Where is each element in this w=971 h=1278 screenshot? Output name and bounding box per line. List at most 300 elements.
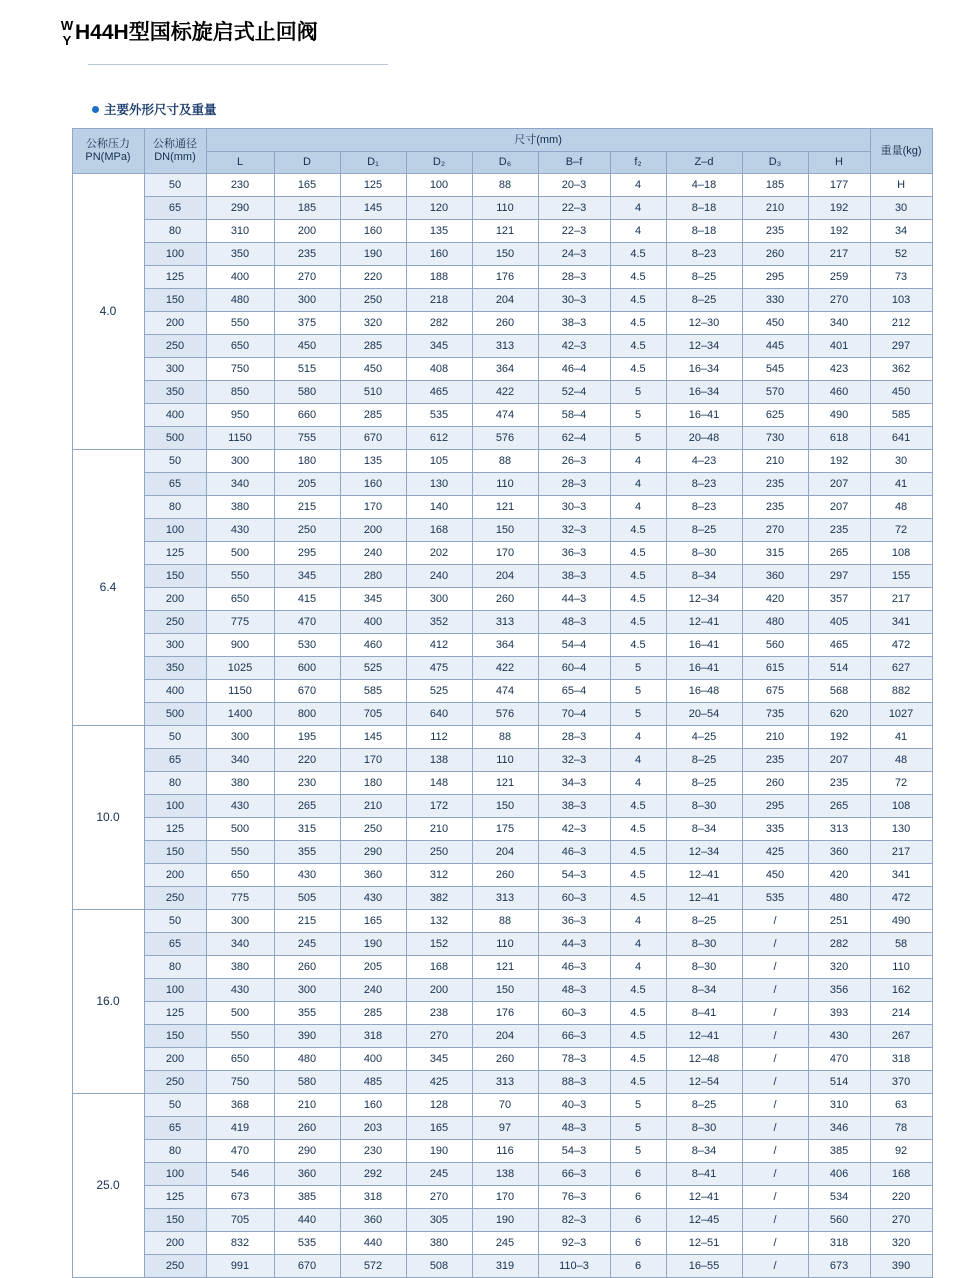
cell-H: 310 — [808, 1094, 870, 1117]
cell-D2: 112 — [406, 726, 472, 749]
cell-D3: 570 — [742, 381, 808, 404]
cell-D6: 176 — [472, 1002, 538, 1025]
cell-Zd: 12–51 — [666, 1232, 742, 1255]
cell-D6: 88 — [472, 726, 538, 749]
cell-dn: 100 — [144, 519, 206, 542]
page-title: H型国标旋启式止回阀 — [113, 21, 318, 44]
table-row — [72, 312, 932, 335]
cell-D3: / — [742, 1163, 808, 1186]
cell-D: 215 — [274, 496, 340, 519]
cell-weight: 110 — [870, 956, 932, 979]
cell-weight: 108 — [870, 795, 932, 818]
cell-dn: 65 — [144, 1117, 206, 1140]
cell-Bf: 20–3 — [538, 174, 610, 197]
cell-Zd: 4–23 — [666, 450, 742, 473]
cell-D2: 148 — [406, 772, 472, 795]
table-row — [72, 1002, 932, 1025]
cell-D1: 190 — [340, 243, 406, 266]
cell-D6: 474 — [472, 680, 538, 703]
cell-dn: 400 — [144, 404, 206, 427]
cell-dn: 200 — [144, 312, 206, 335]
cell-f2: 6 — [610, 1163, 666, 1186]
cell-D1: 318 — [340, 1025, 406, 1048]
table-row — [72, 1117, 932, 1140]
cell-D: 355 — [274, 1002, 340, 1025]
cell-D3: / — [742, 1255, 808, 1278]
cell-Bf: 40–3 — [538, 1094, 610, 1117]
cell-dn: 100 — [144, 243, 206, 266]
cell-Zd: 8–25 — [666, 1094, 742, 1117]
header-sub-D1: D₁ — [340, 152, 406, 174]
cell-Zd: 8–41 — [666, 1163, 742, 1186]
cell-Bf: 36–3 — [538, 542, 610, 565]
cell-H: 207 — [808, 473, 870, 496]
cell-Bf: 88–3 — [538, 1071, 610, 1094]
cell-D: 800 — [274, 703, 340, 726]
cell-f2: 4 — [610, 956, 666, 979]
cell-weight: 92 — [870, 1140, 932, 1163]
cell-D6: 97 — [472, 1117, 538, 1140]
cell-f2: 4 — [610, 496, 666, 519]
cell-D2: 135 — [406, 220, 472, 243]
cell-Bf: 60–3 — [538, 887, 610, 910]
cell-Bf: 28–3 — [538, 473, 610, 496]
cell-Bf: 28–3 — [538, 266, 610, 289]
cell-D1: 670 — [340, 427, 406, 450]
cell-D1: 705 — [340, 703, 406, 726]
cell-weight: 390 — [870, 1255, 932, 1278]
header-sub-D: D — [274, 152, 340, 174]
cell-H: 357 — [808, 588, 870, 611]
table-row — [72, 841, 932, 864]
cell-weight: 341 — [870, 864, 932, 887]
cell-H: 356 — [808, 979, 870, 1002]
table-row — [72, 910, 932, 933]
header-dimensions-group: 尺寸(mm) — [206, 129, 870, 152]
cell-weight: 585 — [870, 404, 932, 427]
cell-D2: 250 — [406, 841, 472, 864]
cell-D2: 200 — [406, 979, 472, 1002]
cell-D2: 202 — [406, 542, 472, 565]
cell-D2: 465 — [406, 381, 472, 404]
bullet-icon — [92, 106, 99, 113]
cell-L: 500 — [206, 542, 274, 565]
cell-D6: 204 — [472, 1025, 538, 1048]
cell-D1: 285 — [340, 1002, 406, 1025]
cell-D2: 352 — [406, 611, 472, 634]
cell-D6: 176 — [472, 266, 538, 289]
cell-Zd: 8–25 — [666, 910, 742, 933]
cell-Zd: 16–41 — [666, 404, 742, 427]
cell-L: 340 — [206, 749, 274, 772]
cell-D: 535 — [274, 1232, 340, 1255]
cell-weight: 73 — [870, 266, 932, 289]
cell-f2: 4.5 — [610, 519, 666, 542]
header-sub-D2: D₂ — [406, 152, 472, 174]
cell-D: 470 — [274, 611, 340, 634]
table-row — [72, 1255, 932, 1278]
cell-H: 192 — [808, 726, 870, 749]
cell-D2: 382 — [406, 887, 472, 910]
cell-D: 215 — [274, 910, 340, 933]
cell-Bf: 30–3 — [538, 289, 610, 312]
cell-Zd: 8–34 — [666, 1140, 742, 1163]
cell-Zd: 8–23 — [666, 243, 742, 266]
cell-D: 245 — [274, 933, 340, 956]
cell-D: 505 — [274, 887, 340, 910]
cell-D1: 285 — [340, 335, 406, 358]
cell-f2: 4.5 — [610, 542, 666, 565]
cell-H: 560 — [808, 1209, 870, 1232]
cell-Zd: 12–30 — [666, 312, 742, 335]
cell-D: 580 — [274, 1071, 340, 1094]
cell-H: 534 — [808, 1186, 870, 1209]
cell-H: 177 — [808, 174, 870, 197]
cell-weight: 1027 — [870, 703, 932, 726]
cell-H: 465 — [808, 634, 870, 657]
cell-L: 950 — [206, 404, 274, 427]
table-row — [72, 1025, 932, 1048]
cell-D: 450 — [274, 335, 340, 358]
cell-Bf: 22–3 — [538, 197, 610, 220]
cell-Zd: 20–54 — [666, 703, 742, 726]
cell-D6: 88 — [472, 910, 538, 933]
cell-Zd: 20–48 — [666, 427, 742, 450]
cell-D: 480 — [274, 1048, 340, 1071]
wy-bottom-letter: Y — [62, 33, 72, 48]
cell-D3: 270 — [742, 519, 808, 542]
cell-f2: 6 — [610, 1232, 666, 1255]
cell-Zd: 12–34 — [666, 841, 742, 864]
cell-D3: 235 — [742, 220, 808, 243]
cell-D1: 203 — [340, 1117, 406, 1140]
cell-D3: 535 — [742, 887, 808, 910]
cell-D6: 88 — [472, 450, 538, 473]
cell-H: 207 — [808, 749, 870, 772]
cell-D1: 220 — [340, 266, 406, 289]
cell-D2: 282 — [406, 312, 472, 335]
table-row — [72, 1140, 932, 1163]
cell-H: 514 — [808, 657, 870, 680]
cell-L: 500 — [206, 1002, 274, 1025]
cell-D2: 168 — [406, 956, 472, 979]
cell-D: 390 — [274, 1025, 340, 1048]
cell-f2: 4.5 — [610, 565, 666, 588]
cell-D: 205 — [274, 473, 340, 496]
table-row — [72, 979, 932, 1002]
cell-weight: 48 — [870, 749, 932, 772]
cell-weight: 30 — [870, 450, 932, 473]
cell-Bf: 78–3 — [538, 1048, 610, 1071]
cell-L: 1150 — [206, 680, 274, 703]
cell-D2: 152 — [406, 933, 472, 956]
cell-D: 755 — [274, 427, 340, 450]
cell-L: 775 — [206, 611, 274, 634]
cell-D6: 313 — [472, 611, 538, 634]
cell-H: 259 — [808, 266, 870, 289]
cell-weight: 370 — [870, 1071, 932, 1094]
cell-D2: 165 — [406, 1117, 472, 1140]
cell-Zd: 8–25 — [666, 519, 742, 542]
cell-D2: 132 — [406, 910, 472, 933]
cell-f2: 4 — [610, 473, 666, 496]
spec-table-wrapper — [72, 128, 922, 1278]
table-row — [72, 634, 932, 657]
cell-D2: 508 — [406, 1255, 472, 1278]
cell-L: 419 — [206, 1117, 274, 1140]
wy-top-letter: W — [60, 18, 74, 33]
cell-weight: 320 — [870, 1232, 932, 1255]
cell-Zd: 16–34 — [666, 358, 742, 381]
cell-weight: 212 — [870, 312, 932, 335]
cell-D3: 480 — [742, 611, 808, 634]
cell-Zd: 16–48 — [666, 680, 742, 703]
cell-H: 406 — [808, 1163, 870, 1186]
cell-pn: 25.0 — [72, 1094, 144, 1278]
cell-D6: 260 — [472, 864, 538, 887]
cell-weight: 270 — [870, 1209, 932, 1232]
cell-D6: 260 — [472, 312, 538, 335]
cell-L: 550 — [206, 1025, 274, 1048]
cell-D2: 412 — [406, 634, 472, 657]
cell-H: 423 — [808, 358, 870, 381]
cell-dn: 65 — [144, 197, 206, 220]
cell-D6: 576 — [472, 427, 538, 450]
cell-H: 460 — [808, 381, 870, 404]
cell-D1: 400 — [340, 1048, 406, 1071]
cell-Bf: 22–3 — [538, 220, 610, 243]
table-row — [72, 772, 932, 795]
cell-f2: 4.5 — [610, 1048, 666, 1071]
cell-L: 300 — [206, 726, 274, 749]
cell-D3: 260 — [742, 243, 808, 266]
cell-Bf: 52–4 — [538, 381, 610, 404]
table-row — [72, 565, 932, 588]
cell-D6: 110 — [472, 749, 538, 772]
cell-D1: 318 — [340, 1186, 406, 1209]
cell-D2: 218 — [406, 289, 472, 312]
cell-f2: 4.5 — [610, 266, 666, 289]
cell-D6: 150 — [472, 795, 538, 818]
cell-weight: 41 — [870, 726, 932, 749]
cell-D1: 170 — [340, 496, 406, 519]
cell-H: 470 — [808, 1048, 870, 1071]
cell-weight: 472 — [870, 887, 932, 910]
cell-weight: 882 — [870, 680, 932, 703]
cell-D: 295 — [274, 542, 340, 565]
cell-dn: 400 — [144, 680, 206, 703]
cell-D2: 270 — [406, 1186, 472, 1209]
cell-dn: 100 — [144, 979, 206, 1002]
cell-D2: 300 — [406, 588, 472, 611]
cell-weight: 641 — [870, 427, 932, 450]
title-row — [60, 18, 971, 48]
cell-dn: 80 — [144, 956, 206, 979]
table-row — [72, 1094, 932, 1117]
cell-D3: 210 — [742, 450, 808, 473]
cell-L: 340 — [206, 933, 274, 956]
cell-dn: 500 — [144, 703, 206, 726]
cell-D6: 175 — [472, 818, 538, 841]
cell-D1: 210 — [340, 795, 406, 818]
cell-D3: 260 — [742, 772, 808, 795]
cell-D3: 420 — [742, 588, 808, 611]
table-row — [72, 542, 932, 565]
cell-D6: 204 — [472, 565, 538, 588]
cell-f2: 4.5 — [610, 795, 666, 818]
cell-Bf: 82–3 — [538, 1209, 610, 1232]
table-row — [72, 1186, 932, 1209]
cell-D1: 250 — [340, 289, 406, 312]
cell-D: 385 — [274, 1186, 340, 1209]
cell-weight: 450 — [870, 381, 932, 404]
cell-weight: 48 — [870, 496, 932, 519]
cell-Bf: 38–3 — [538, 565, 610, 588]
cell-Bf: 30–3 — [538, 496, 610, 519]
table-row — [72, 588, 932, 611]
header-sub-D3: D₃ — [742, 152, 808, 174]
cell-H: 430 — [808, 1025, 870, 1048]
title-block — [0, 0, 971, 78]
cell-Bf: 38–3 — [538, 312, 610, 335]
cell-H: 297 — [808, 565, 870, 588]
cell-dn: 300 — [144, 358, 206, 381]
cell-D1: 510 — [340, 381, 406, 404]
cell-Zd: 16–41 — [666, 634, 742, 657]
cell-D6: 150 — [472, 979, 538, 1002]
cell-D2: 270 — [406, 1025, 472, 1048]
table-row — [72, 1048, 932, 1071]
cell-D1: 360 — [340, 1209, 406, 1232]
cell-f2: 4.5 — [610, 887, 666, 910]
cell-D2: 138 — [406, 749, 472, 772]
cell-D: 670 — [274, 1255, 340, 1278]
cell-D: 260 — [274, 1117, 340, 1140]
cell-D2: 188 — [406, 266, 472, 289]
cell-f2: 4.5 — [610, 335, 666, 358]
cell-weight: 130 — [870, 818, 932, 841]
cell-L: 1400 — [206, 703, 274, 726]
cell-D2: 140 — [406, 496, 472, 519]
cell-weight: 490 — [870, 910, 932, 933]
cell-H: 217 — [808, 243, 870, 266]
cell-D2: 238 — [406, 1002, 472, 1025]
cell-D3: 315 — [742, 542, 808, 565]
cell-H: 265 — [808, 542, 870, 565]
cell-Zd: 4–25 — [666, 726, 742, 749]
cell-f2: 4.5 — [610, 243, 666, 266]
cell-D6: 121 — [472, 956, 538, 979]
cell-H: 313 — [808, 818, 870, 841]
cell-dn: 65 — [144, 473, 206, 496]
cell-D3: 235 — [742, 749, 808, 772]
cell-D: 270 — [274, 266, 340, 289]
cell-D6: 150 — [472, 519, 538, 542]
cell-D3: / — [742, 1140, 808, 1163]
table-row — [72, 1163, 932, 1186]
cell-weight: 41 — [870, 473, 932, 496]
cell-weight: 214 — [870, 1002, 932, 1025]
cell-dn: 150 — [144, 565, 206, 588]
header-sub-Bf: B–f — [538, 152, 610, 174]
cell-L: 832 — [206, 1232, 274, 1255]
cell-Zd: 8–18 — [666, 220, 742, 243]
cell-Zd: 8–23 — [666, 496, 742, 519]
cell-f2: 4.5 — [610, 979, 666, 1002]
cell-L: 400 — [206, 266, 274, 289]
header-pn — [72, 129, 144, 174]
wy-stack — [60, 18, 74, 48]
cell-dn: 80 — [144, 1140, 206, 1163]
cell-dn: 125 — [144, 1186, 206, 1209]
cell-D1: 125 — [340, 174, 406, 197]
cell-D2: 245 — [406, 1163, 472, 1186]
cell-D3: 235 — [742, 496, 808, 519]
cell-D2: 100 — [406, 174, 472, 197]
table-row — [72, 450, 932, 473]
cell-D1: 400 — [340, 611, 406, 634]
cell-Zd: 16–55 — [666, 1255, 742, 1278]
cell-dn: 250 — [144, 611, 206, 634]
cell-D1: 290 — [340, 841, 406, 864]
cell-D1: 440 — [340, 1232, 406, 1255]
cell-D3: / — [742, 910, 808, 933]
cell-D6: 138 — [472, 1163, 538, 1186]
cell-D2: 425 — [406, 1071, 472, 1094]
cell-D1: 205 — [340, 956, 406, 979]
cell-D: 580 — [274, 381, 340, 404]
cell-D6: 260 — [472, 588, 538, 611]
cell-D3: / — [742, 1025, 808, 1048]
cell-Zd: 8–25 — [666, 749, 742, 772]
cell-H: 235 — [808, 519, 870, 542]
cell-D6: 121 — [472, 496, 538, 519]
cell-dn: 125 — [144, 818, 206, 841]
cell-H: 318 — [808, 1232, 870, 1255]
cell-D: 300 — [274, 289, 340, 312]
cell-D: 415 — [274, 588, 340, 611]
cell-D2: 120 — [406, 197, 472, 220]
cell-D6: 170 — [472, 1186, 538, 1209]
cell-H: 393 — [808, 1002, 870, 1025]
cell-Zd: 12–41 — [666, 887, 742, 910]
cell-weight: 72 — [870, 772, 932, 795]
cell-Bf: 48–3 — [538, 611, 610, 634]
cell-D6: 245 — [472, 1232, 538, 1255]
cell-D1: 280 — [340, 565, 406, 588]
cell-f2: 4.5 — [610, 312, 666, 335]
cell-L: 550 — [206, 312, 274, 335]
cell-L: 350 — [206, 243, 274, 266]
cell-weight: H — [870, 174, 932, 197]
cell-D: 600 — [274, 657, 340, 680]
table-row — [72, 266, 932, 289]
header-sub-L: L — [206, 152, 274, 174]
cell-H: 620 — [808, 703, 870, 726]
cell-f2: 5 — [610, 427, 666, 450]
table-body — [72, 174, 932, 1278]
cell-L: 230 — [206, 174, 274, 197]
cell-Bf: 54–3 — [538, 1140, 610, 1163]
header-dn-line1: 公称通径 — [153, 138, 197, 150]
table-row — [72, 1232, 932, 1255]
cell-f2: 5 — [610, 1094, 666, 1117]
cell-D3: / — [742, 1186, 808, 1209]
cell-dn: 100 — [144, 1163, 206, 1186]
cell-f2: 5 — [610, 703, 666, 726]
cell-weight: 267 — [870, 1025, 932, 1048]
cell-Bf: 58–4 — [538, 404, 610, 427]
